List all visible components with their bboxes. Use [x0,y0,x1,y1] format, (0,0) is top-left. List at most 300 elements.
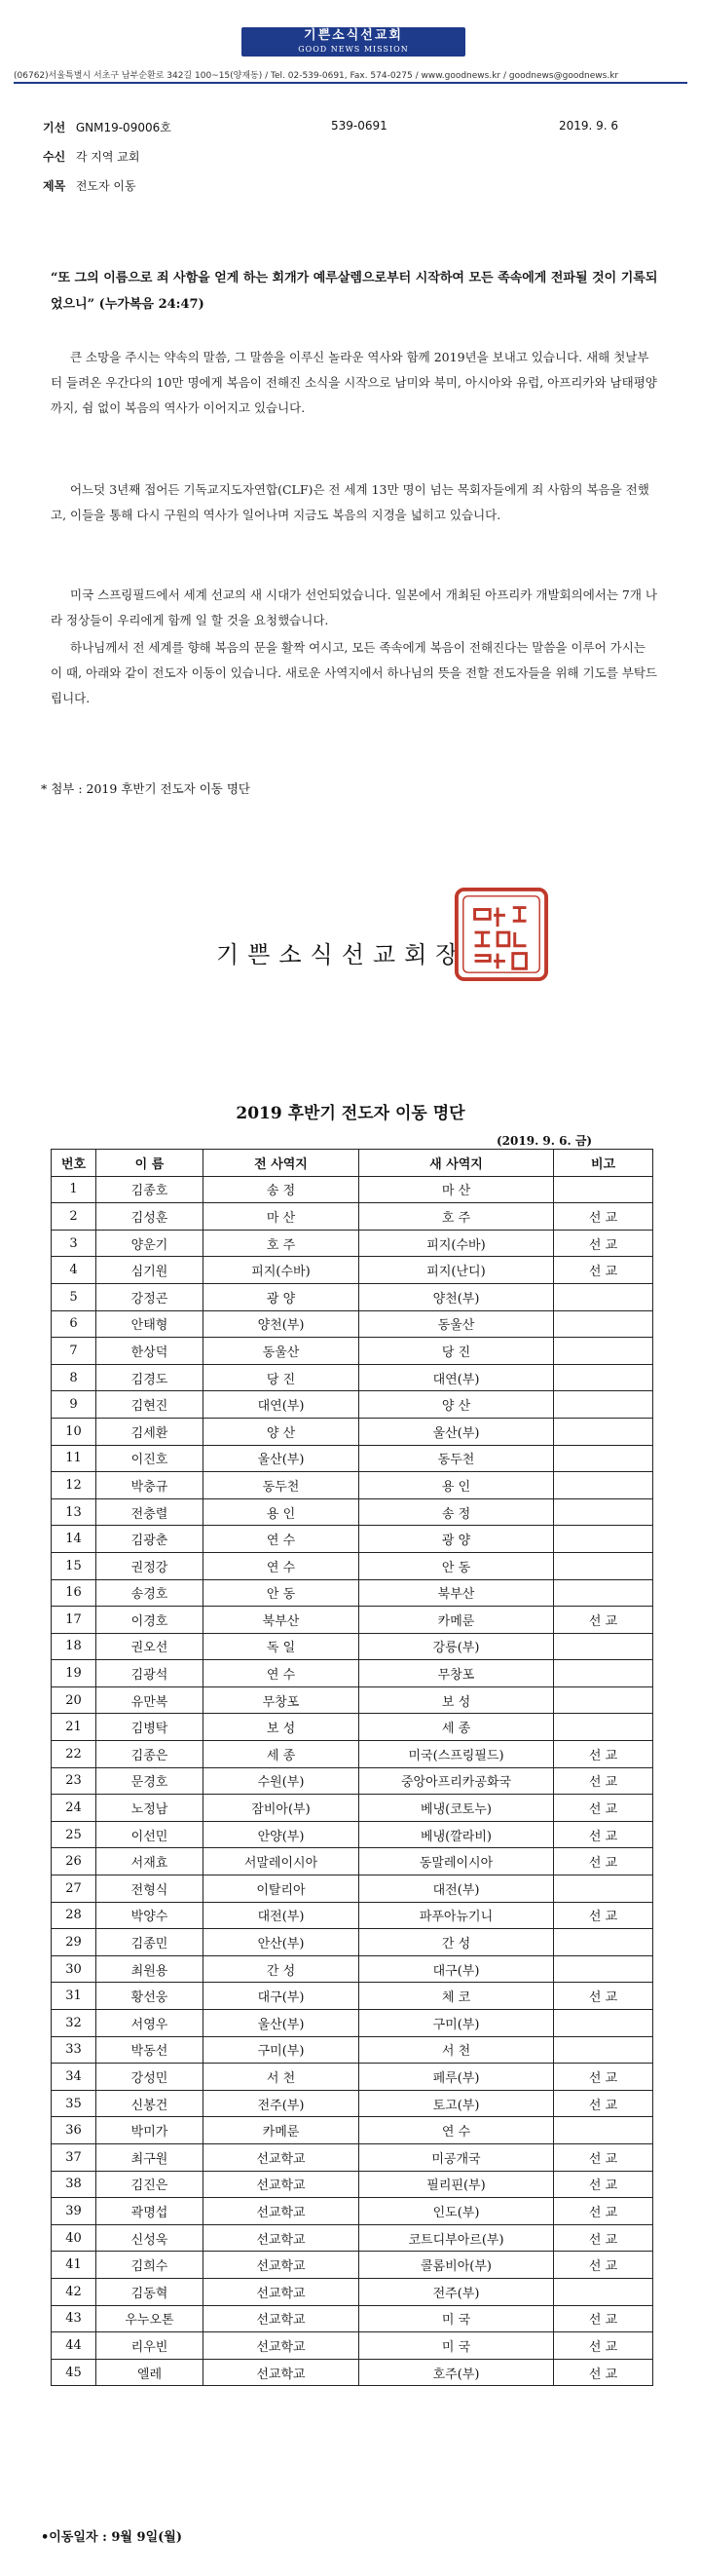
row-number: 13 [52,1498,96,1526]
row-name: 박양수 [96,1902,203,1929]
row-number: 17 [52,1607,96,1634]
table-row [52,2198,653,2225]
table-row [52,1445,653,1472]
row-new-post: 미공개국 [359,2143,554,2171]
table-row [52,2143,653,2171]
row-name: 유만복 [96,1686,203,1714]
row-previous-post: 송 정 [203,1176,359,1203]
paragraph-1: 큰 소망을 주시는 약속의 말씀, 그 말씀을 이루신 놀라운 역사와 함께 2019년을 보내고 있습니다. 새해 첫날부터 들려온 우간다의 10만 명에게 복음이 전해진 소식을 시작으로 남미와 북미, 아시아와 유럽, 아프리카와 남태평양까지, 쉼 없이 복음의 역사가 이어지고 있습니다. [51,350,657,415]
table-row [52,1391,653,1419]
row-remarks [554,2117,653,2144]
table-row [52,1230,653,1257]
row-remarks [554,1498,653,1526]
row-number: 12 [52,1472,96,1499]
row-previous-post: 대연(부) [203,1391,359,1419]
row-previous-post: 연 수 [203,1660,359,1687]
table-row [52,1364,653,1391]
row-name: 김현진 [96,1391,203,1419]
row-name: 신성욱 [96,2224,203,2252]
row-name: 최구원 [96,2143,203,2171]
row-number: 39 [52,2198,96,2225]
table-row [52,2171,653,2198]
subject: 전도자 이동 [75,179,136,193]
table-row [52,1472,653,1499]
row-name: 리우빈 [96,2332,203,2360]
row-new-post: 피지(수바) [359,1230,554,1257]
row-name: 박충규 [96,1472,203,1499]
header-new-post: 새 사역지 [359,1150,554,1177]
row-number: 43 [52,2305,96,2332]
row-new-post: 양 산 [359,1391,554,1419]
table-row [52,2278,653,2305]
table-row [52,2036,653,2064]
row-remarks: 선 교 [554,2305,653,2332]
row-previous-post: 선교학교 [203,2224,359,2252]
org-logo-korean: 기쁜소식선교회 [304,28,403,43]
row-name: 김세환 [96,1418,203,1445]
paragraph-4: 하나님께서 전 세계를 향해 복음의 문을 활짝 여시고, 모든 족속에게 복음이 전해진다는 말씀을 이루어 가시는 이 때, 아래와 같이 전도자 이동이 있습니다. 새로운 사역지에서 하나님의 뜻을 전할 전도자들을 위해 기도를 부탁드립니다. [51,640,657,705]
row-remarks: 선 교 [554,1767,653,1795]
row-number: 19 [52,1660,96,1687]
row-previous-post: 안양(부) [203,1821,359,1848]
row-number: 24 [52,1795,96,1822]
letterhead [0,0,701,88]
row-name: 이선민 [96,1821,203,1848]
row-previous-post: 전주(부) [203,2090,359,2117]
roster-body [52,1176,653,2386]
row-new-post: 대연(부) [359,1364,554,1391]
row-new-post: 서 천 [359,2036,554,2064]
row-number: 40 [52,2224,96,2252]
row-new-post: 송 정 [359,1498,554,1526]
row-remarks: 선 교 [554,1983,653,2010]
row-name: 전형식 [96,1875,203,1903]
row-name: 강정곤 [96,1283,203,1310]
subject-row [43,177,136,194]
row-previous-post: 보 성 [203,1714,359,1741]
table-row [52,1176,653,1203]
roster-header-row [52,1150,653,1177]
row-remarks [554,1633,653,1660]
row-remarks: 선 교 [554,2332,653,2360]
table-row [52,1983,653,2010]
row-number: 25 [52,1821,96,1848]
row-new-post: 구미(부) [359,2010,554,2037]
row-number: 9 [52,1391,96,1419]
row-previous-post: 울산(부) [203,2010,359,2037]
row-remarks [554,1364,653,1391]
row-new-post: 베냉(코토누) [359,1795,554,1822]
attachment-note: * 첨부 : 2019 후반기 전도자 이동 명단 [41,781,250,796]
row-remarks: 선 교 [554,2224,653,2252]
row-previous-post: 선교학교 [203,2305,359,2332]
row-number: 5 [52,1283,96,1310]
table-row [52,1552,653,1579]
row-previous-post: 대전(부) [203,1902,359,1929]
row-number: 33 [52,2036,96,2064]
row-number: 23 [52,1767,96,1795]
row-name: 심기원 [96,1257,203,1284]
table-row [52,1526,653,1553]
row-previous-post: 마 산 [203,1203,359,1231]
row-remarks [554,1445,653,1472]
row-name: 김성훈 [96,1203,203,1231]
row-new-post: 토고(부) [359,2090,554,2117]
row-remarks [554,1526,653,1553]
header-previous-post: 전 사역지 [203,1150,359,1177]
row-previous-post: 용 인 [203,1498,359,1526]
row-remarks: 선 교 [554,1257,653,1284]
row-previous-post: 선교학교 [203,2171,359,2198]
row-name: 이진호 [96,1445,203,1472]
row-name: 양운기 [96,1230,203,1257]
row-remarks: 선 교 [554,1848,653,1875]
row-remarks [554,1875,653,1903]
row-number: 21 [52,1714,96,1741]
row-remarks: 선 교 [554,1607,653,1634]
signature-org-name: 기쁜소식선교회장 [216,941,467,968]
row-number: 2 [52,1203,96,1231]
row-remarks [554,1338,653,1365]
row-new-post: 울산(부) [359,1418,554,1445]
row-previous-post: 동두천 [203,1472,359,1499]
row-new-post: 무창포 [359,1660,554,1687]
row-number: 22 [52,1741,96,1768]
row-new-post: 강릉(부) [359,1633,554,1660]
table-row [52,1607,653,1634]
row-previous-post: 피지(수바) [203,1257,359,1284]
row-previous-post: 연 수 [203,1526,359,1553]
row-new-post: 마 산 [359,1176,554,1203]
org-logo-english: GOOD NEWS MISSION [298,45,409,54]
row-new-post: 호주(부) [359,2359,554,2386]
row-name: 문경호 [96,1767,203,1795]
bible-verse: “또 그의 이름으로 죄 사함을 얻게 하는 회개가 예루살렘으로부터 시작하여 모든 족속에게 전파될 것이 기록되었으니” (누가복음 24:47) [51,271,658,312]
table-row [52,1498,653,1526]
table-row [52,1418,653,1445]
row-previous-post: 선교학교 [203,2332,359,2360]
row-number: 8 [52,1364,96,1391]
contact-info: (06762)서울특별시 서초구 남부순환로 342길 100~15(양재동) / Tel. 02-539-0691, Fax. 574-0275 / www.goodnews.kr / goodnews@goodnews.kr [14,71,619,81]
row-new-post: 피지(난디) [359,1257,554,1284]
table-row [52,2359,653,2386]
row-name: 엘레 [96,2359,203,2386]
table-row [52,2117,653,2144]
row-remarks [554,2010,653,2037]
row-number: 37 [52,2143,96,2171]
row-name: 김광춘 [96,1526,203,1553]
row-new-post: 보 성 [359,1686,554,1714]
row-name: 김진은 [96,2171,203,2198]
row-previous-post: 간 성 [203,1955,359,1983]
table-row [52,1929,653,1956]
row-name: 김희수 [96,2252,203,2279]
row-number: 16 [52,1579,96,1607]
row-name: 김종호 [96,1176,203,1203]
row-number: 42 [52,2278,96,2305]
row-remarks: 선 교 [554,1821,653,1848]
row-name: 곽명섭 [96,2198,203,2225]
row-remarks: 선 교 [554,2198,653,2225]
roster-table [51,1149,653,2386]
row-remarks [554,1579,653,1607]
row-remarks [554,1310,653,1338]
doc-number-row [43,119,171,135]
row-previous-post: 안산(부) [203,1929,359,1956]
table-row [52,1686,653,1714]
recipient-row [43,148,139,165]
row-name: 신봉건 [96,2090,203,2117]
row-number: 29 [52,1929,96,1956]
table-row [52,1821,653,1848]
table-row [52,1741,653,1768]
row-name: 권오선 [96,1633,203,1660]
row-previous-post: 대구(부) [203,1983,359,2010]
row-remarks: 선 교 [554,2143,653,2171]
row-number: 15 [52,1552,96,1579]
row-previous-post: 서말레이시아 [203,1848,359,1875]
row-number: 3 [52,1230,96,1257]
row-number: 27 [52,1875,96,1903]
row-previous-post: 선교학교 [203,2278,359,2305]
row-name: 박동선 [96,2036,203,2064]
row-new-post: 호 주 [359,1203,554,1231]
row-previous-post: 선교학교 [203,2143,359,2171]
row-new-post: 필리핀(부) [359,2171,554,2198]
row-number: 45 [52,2359,96,2386]
table-row [52,2224,653,2252]
row-number: 4 [52,1257,96,1284]
row-remarks [554,1418,653,1445]
row-name: 송경호 [96,1579,203,1607]
row-name: 김종은 [96,1741,203,1768]
recipient: 각 지역 교회 [75,150,140,164]
row-number: 7 [52,1338,96,1365]
row-remarks [554,1686,653,1714]
row-number: 14 [52,1526,96,1553]
header-divider [14,82,687,84]
row-previous-post: 북부산 [203,1607,359,1634]
row-previous-post: 선교학교 [203,2198,359,2225]
row-name: 김동혁 [96,2278,203,2305]
row-previous-post: 구미(부) [203,2036,359,2064]
row-new-post: 동울산 [359,1310,554,1338]
row-new-post: 연 수 [359,2117,554,2144]
row-number: 10 [52,1418,96,1445]
doc-number-label: 기선 [43,121,66,134]
row-new-post: 대전(부) [359,1875,554,1903]
row-remarks: 선 교 [554,1795,653,1822]
row-number: 18 [52,1633,96,1660]
table-row [52,1767,653,1795]
row-previous-post: 세 종 [203,1741,359,1768]
table-row [52,1875,653,1903]
table-row [52,1660,653,1687]
row-previous-post: 광 양 [203,1283,359,1310]
table-row [52,1310,653,1338]
row-name: 김광석 [96,1660,203,1687]
table-row [52,2064,653,2091]
row-previous-post: 당 진 [203,1364,359,1391]
row-previous-post: 선교학교 [203,2252,359,2279]
row-previous-post: 울산(부) [203,1445,359,1472]
roster-date: (2019. 9. 6. 금) [497,1134,593,1148]
row-name: 한상덕 [96,1338,203,1365]
row-remarks: 선 교 [554,1230,653,1257]
row-new-post: 광 양 [359,1526,554,1553]
row-number: 34 [52,2064,96,2091]
row-remarks [554,1660,653,1687]
row-new-post: 중앙아프리카공화국 [359,1767,554,1795]
row-number: 31 [52,1983,96,2010]
row-number: 36 [52,2117,96,2144]
row-name: 전충렬 [96,1498,203,1526]
table-row [52,2010,653,2037]
row-previous-post: 동울산 [203,1338,359,1365]
paragraph-2: 어느덧 3년째 접어든 기독교지도자연합(CLF)은 전 세계 13만 명이 넘는 목회자들에게 죄 사함의 복음을 전했고, 이들을 통해 다시 구원의 역사가 일어나며 지금도 복음의 지경을 넓히고 있습니다. [51,482,649,522]
row-new-post: 당 진 [359,1338,554,1365]
row-new-post: 대구(부) [359,1955,554,1983]
row-new-post: 미 국 [359,2332,554,2360]
table-row [52,1714,653,1741]
row-new-post: 베냉(깔라비) [359,1821,554,1848]
subject-label: 제목 [43,179,66,193]
row-name: 황선웅 [96,1983,203,2010]
row-name: 서영우 [96,2010,203,2037]
row-number: 28 [52,1902,96,1929]
table-row [52,1203,653,1231]
row-remarks [554,2278,653,2305]
table-row [52,2090,653,2117]
row-number: 44 [52,2332,96,2360]
row-previous-post: 호 주 [203,1230,359,1257]
row-remarks: 선 교 [554,1741,653,1768]
row-remarks: 선 교 [554,1203,653,1231]
row-new-post: 용 인 [359,1472,554,1499]
paragraph-3: 미국 스프링필드에서 세계 선교의 새 시대가 선언되었습니다. 일본에서 개최된 아프리카 개발회의에서는 7개 나라 정상들이 우리에게 함께 일 할 것을 요청했습니다. [51,587,657,627]
row-new-post: 체 코 [359,1983,554,2010]
table-row [52,1955,653,1983]
header-remarks: 비고 [554,1150,653,1177]
row-number: 26 [52,1848,96,1875]
row-remarks: 선 교 [554,2171,653,2198]
row-new-post: 미 국 [359,2305,554,2332]
row-remarks: 선 교 [554,2359,653,2386]
row-previous-post: 양 산 [203,1418,359,1445]
row-number: 32 [52,2010,96,2037]
row-remarks: 선 교 [554,1902,653,1929]
row-remarks [554,1552,653,1579]
row-new-post: 북부산 [359,1579,554,1607]
row-name: 강성민 [96,2064,203,2091]
row-remarks [554,1283,653,1310]
phone-number: 539-0691 [331,119,387,133]
table-row [52,1257,653,1284]
row-number: 1 [52,1176,96,1203]
row-name: 노정남 [96,1795,203,1822]
row-number: 41 [52,2252,96,2279]
row-remarks [554,1955,653,1983]
row-remarks [554,1472,653,1499]
row-remarks [554,1929,653,1956]
row-number: 20 [52,1686,96,1714]
doc-number: GNM19-09006호 [75,121,171,134]
header-number: 번호 [52,1150,96,1177]
row-remarks [554,1176,653,1203]
table-row [52,1795,653,1822]
row-new-post: 양천(부) [359,1283,554,1310]
table-row [52,1579,653,1607]
move-date-note: •이동일자 : 9월 9일(월) [41,2530,182,2545]
row-remarks [554,2036,653,2064]
row-previous-post: 카메룬 [203,2117,359,2144]
row-new-post: 카메룬 [359,1607,554,1634]
row-previous-post: 선교학교 [203,2359,359,2386]
row-name: 이경호 [96,1607,203,1634]
row-remarks [554,1391,653,1419]
table-row [52,2305,653,2332]
header-name: 이 름 [96,1150,203,1177]
row-new-post: 세 종 [359,1714,554,1741]
row-new-post: 안 동 [359,1552,554,1579]
doc-date: 2019. 9. 6 [559,119,619,133]
row-previous-post: 연 수 [203,1552,359,1579]
row-previous-post: 이탈리아 [203,1875,359,1903]
row-new-post: 간 성 [359,1929,554,1956]
roster-title: 2019 후반기 전도자 이동 명단 [236,1104,465,1123]
row-number: 30 [52,1955,96,1983]
row-new-post: 인도(부) [359,2198,554,2225]
row-name: 김종민 [96,1929,203,1956]
row-remarks [554,1714,653,1741]
row-remarks: 선 교 [554,2252,653,2279]
row-previous-post: 양천(부) [203,1310,359,1338]
row-name: 우누오톤 [96,2305,203,2332]
row-remarks: 선 교 [554,2064,653,2091]
table-row [52,1283,653,1310]
row-previous-post: 서 천 [203,2064,359,2091]
row-previous-post: 잠비아(부) [203,1795,359,1822]
row-name: 김경도 [96,1364,203,1391]
table-row [52,1848,653,1875]
row-new-post: 콜롬비아(부) [359,2252,554,2279]
row-name: 박미가 [96,2117,203,2144]
recipient-label: 수신 [43,150,66,164]
row-new-post: 코트디부아르(부) [359,2224,554,2252]
row-number: 6 [52,1310,96,1338]
table-row [52,1902,653,1929]
row-name: 권정강 [96,1552,203,1579]
row-previous-post: 독 일 [203,1633,359,1660]
org-logo [241,27,465,57]
row-name: 최원용 [96,1955,203,1983]
row-remarks: 선 교 [554,2090,653,2117]
row-number: 38 [52,2171,96,2198]
row-number: 35 [52,2090,96,2117]
table-row [52,2252,653,2279]
official-seal-icon [454,887,549,982]
row-previous-post: 무창포 [203,1686,359,1714]
table-row [52,2332,653,2360]
row-name: 서재효 [96,1848,203,1875]
row-new-post: 파푸아뉴기니 [359,1902,554,1929]
row-number: 11 [52,1445,96,1472]
table-row [52,1633,653,1660]
row-name: 김병탁 [96,1714,203,1741]
row-new-post: 미국(스프링필드) [359,1741,554,1768]
row-new-post: 동두천 [359,1445,554,1472]
row-new-post: 동말레이시아 [359,1848,554,1875]
